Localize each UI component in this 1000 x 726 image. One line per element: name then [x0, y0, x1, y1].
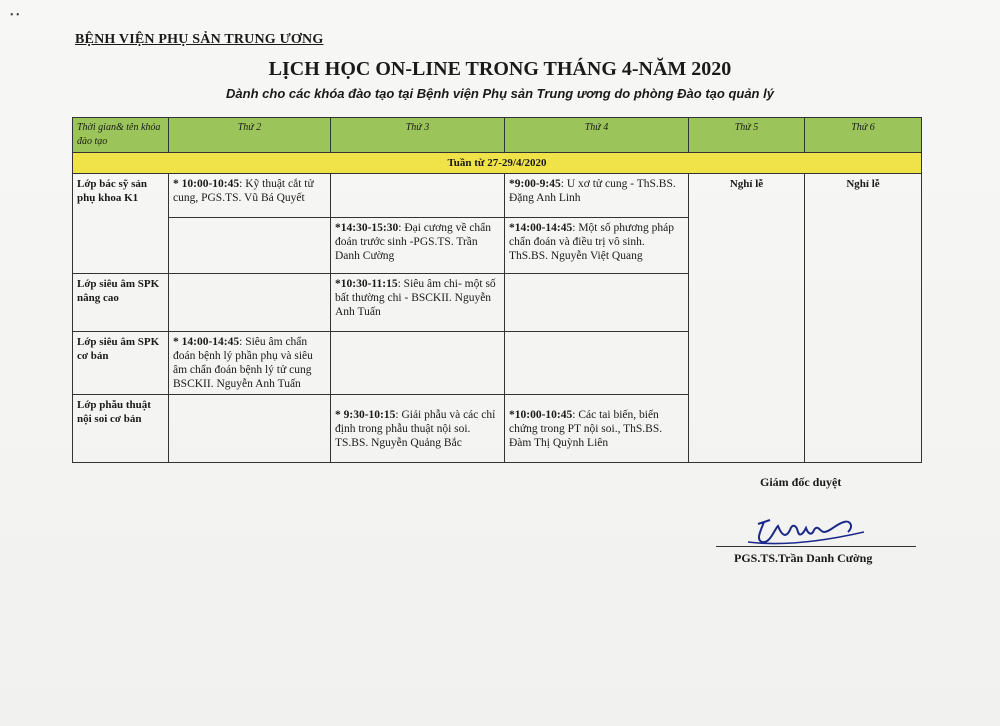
session-text: : Siêu âm chi- một số bất thường chi - BSCKII. Nguyễn Anh Tuấn [335, 278, 496, 318]
course-ultrasound-advanced: Lớp siêu âm SPK nâng cao [73, 274, 169, 332]
approval-label: Giám đốc duyệt [760, 475, 842, 489]
session-cell [505, 395, 689, 463]
empty-cell [169, 395, 331, 463]
corner-mark: • • [10, 10, 20, 21]
session-time: *10:00-10:45 [509, 408, 573, 421]
week-row [73, 153, 922, 174]
table-row [73, 174, 922, 218]
holiday-friday: Nghỉ lễ [805, 174, 922, 463]
signer-name: PGS.TS.Trần Danh Cường [734, 551, 873, 565]
header-wednesday: Thứ 4 [505, 118, 689, 153]
session-cell [169, 174, 331, 218]
session-cell [505, 218, 689, 274]
empty-cell [505, 274, 689, 332]
course-ultrasound-basic: Lớp siêu âm SPK cơ bản [73, 332, 169, 395]
signature-stroke [758, 520, 851, 542]
header-monday: Thứ 2 [169, 118, 331, 153]
hospital-name: BỆNH VIỆN PHỤ SẢN TRUNG ƯƠNG [75, 32, 324, 47]
session-text: : Các tai biến, biến chứng trong PT nội soi., ThS.BS. Đàm Thị Quỳnh Liên [509, 408, 663, 449]
page-subtitle: Dành cho các khóa đào tạo tại Bệnh viện Phụ sản Trung ương do phòng Đào tạo quản lý [226, 86, 774, 101]
session-cell [505, 174, 689, 218]
session-time: *10:30-11:15 [335, 278, 398, 290]
header-tuesday: Thứ 3 [331, 118, 505, 153]
session-text: : Một số phương pháp chẩn đoán và điều trị vô sinh. ThS.BS. Nguyễn Việt Quang [509, 222, 675, 262]
session-time: * 10:00-10:45 [173, 178, 240, 190]
week-label: Tuần từ 27-29/4/2020 [73, 153, 922, 174]
session-time: *14:30-15:30 [335, 222, 399, 234]
header-friday: Thứ 6 [805, 118, 922, 153]
header-course: Thời gian& tên khóa đào tạo [73, 118, 169, 153]
signature-image [740, 502, 870, 550]
schedule-table [72, 117, 922, 463]
session-text: : Giải phẫu và các chỉ định trong phẫu thuật nội soi. TS.BS. Nguyễn Quảng Bắc [335, 408, 496, 449]
course-endoscopy: Lớp phẫu thuật nội soi cơ bản [73, 395, 169, 463]
header-thursday: Thứ 5 [689, 118, 805, 153]
session-cell [331, 274, 505, 332]
empty-cell [331, 332, 505, 395]
course-k1: Lớp bác sỹ sản phụ khoa K1 [73, 174, 169, 274]
session-time: * 9:30-10:15 [335, 408, 396, 421]
session-time: *9:00-9:45 [509, 178, 561, 190]
empty-cell [505, 332, 689, 395]
table-header-row [73, 118, 922, 153]
empty-cell [169, 218, 331, 274]
empty-cell [169, 274, 331, 332]
session-time: *14:00-14:45 [509, 222, 573, 234]
session-cell [169, 332, 331, 395]
session-cell [331, 218, 505, 274]
session-time: * 14:00-14:45 [173, 336, 240, 348]
session-cell [331, 395, 505, 463]
session-text: : Kỹ thuật cắt tử cung, PGS.TS. Vũ Bá Quyết [173, 178, 314, 204]
holiday-thursday: Nghỉ lễ [689, 174, 805, 463]
empty-cell [331, 174, 505, 218]
session-text: : Đại cương về chẩn đoán trước sinh -PGS.TS. Trần Danh Cường [335, 222, 492, 262]
session-text: : U xơ tử cung - ThS.BS. Đặng Anh Linh [509, 178, 676, 204]
page-title: LỊCH HỌC ON-LINE TRONG THÁNG 4-NĂM 2020 [268, 58, 732, 80]
signature-line [716, 546, 916, 547]
session-text: : Siêu âm chẩn đoán bệnh lý phần phụ và siêu âm chẩn đoán bệnh lý tử cung BSCKII. Nguyễn Anh Tuấn [173, 336, 313, 390]
